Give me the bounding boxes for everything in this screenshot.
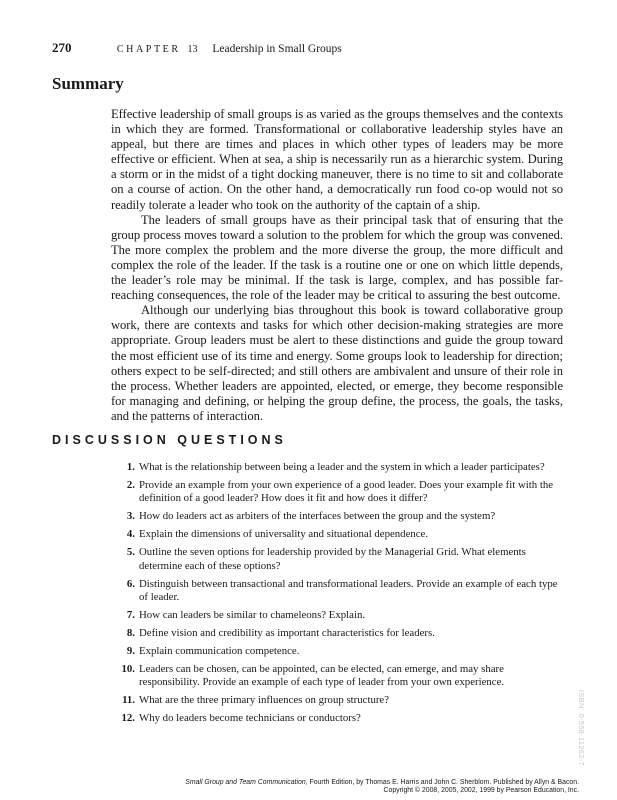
- question-item: [111, 578, 567, 605]
- question-text: Outline the seven options for leadership provided by the Managerial Grid. What elements determine each of these options?: [139, 546, 526, 572]
- footer-citation: , Fourth Edition, by Thomas E. Harris and John C. Sherblom. Published by Allyn & Bacon.: [305, 779, 579, 786]
- question-text: Leaders can be chosen, can be appointed, can be elected, can emerge, and may share responsibility. Provide an example of each type of leader from your own experience.: [139, 662, 505, 689]
- chapter-label: CHAPTER: [116, 44, 181, 55]
- question-number: 6.: [126, 577, 135, 590]
- question-number: 1.: [126, 461, 135, 473]
- running-header: [52, 40, 342, 56]
- question-number: 8.: [126, 627, 135, 640]
- chapter-title: Leadership in Small Groups: [212, 43, 342, 55]
- question-number: 5.: [126, 546, 135, 559]
- question-item: [111, 546, 567, 573]
- footer-book-title: Small Group and Team Communication: [185, 779, 306, 786]
- question-item: [111, 609, 567, 623]
- question-number: 9.: [126, 644, 135, 657]
- footer-copyright: Copyright © 2008, 2005, 2002, 1999 by Pearson Education, Inc.: [383, 787, 579, 795]
- discussion-questions-heading: DISCUSSION QUESTIONS: [52, 433, 287, 447]
- question-item: [111, 663, 567, 690]
- question-item: [111, 510, 567, 524]
- summary-paragraph: Effective leadership of small groups is as varied as the groups themselves and the contexts in which they are formed. Transformational or collaborative leadership styles have an appeal, but there are times and places in which other types of leaders may be more effective or efficient. When at sea, a ship is necessarily run as a hierarchic system. During a storm or in the midst of a tight docking maneuver, there is no time to sit and collaborate on a course of action. On the other hand, a democratically run food co-op would not so readily tolerate a leader who took on the authority of the captain of a ship.: [111, 107, 563, 212]
- question-item: [111, 461, 567, 475]
- question-text: Define vision and credibility as important characteristics for leaders.: [139, 627, 435, 640]
- question-text: What are the three primary influences on group structure?: [139, 694, 390, 707]
- question-text: Explain the dimensions of universality and situational dependence.: [139, 528, 429, 541]
- question-item: [111, 479, 567, 506]
- chapter-number: 13: [187, 44, 198, 55]
- question-text: How do leaders act as arbiters of the interfaces between the group and the system?: [139, 510, 496, 523]
- question-number: 10.: [121, 662, 135, 675]
- question-item: [111, 645, 567, 659]
- copyright-footer: [185, 779, 579, 796]
- question-item: [111, 694, 567, 708]
- question-number: 12.: [121, 712, 135, 725]
- question-number: 7.: [126, 609, 135, 622]
- isbn-watermark: ISBN: 0-558-11262-7: [577, 690, 586, 767]
- summary-paragraph: Although our underlying bias throughout this book is toward collaborative group work, there are contexts and tasks for which other decision-making strategies are more appropriate. Group leaders must be alert to these distinctions and guide the group toward the most efficient use of its time and energy. Some groups look to leadership for direction; others expect to be self-directed; and still others are ambivalent and unsure of their role in the process. Whether leaders are appointed, elected, or emerge, they become responsible for managing and defining, or helping the group define, the process, the goals, the tasks, and the patterns of interaction.: [111, 303, 563, 423]
- summary-paragraph: The leaders of small groups have as their principal task that of ensuring that the group process moves toward a solution to the problem for which the group was convened. The more complex the problem and the more diverse the group, the more difficult and complex the role of the leader. If the task is a routine one or one on which little depends, the leader’s role may be minimal. If the task is large, complex, and has possible far-reaching consequences, the role of the leader may be critical to assuring the best outcome.: [111, 212, 563, 303]
- question-number: 11.: [122, 694, 135, 707]
- question-item: [111, 528, 567, 542]
- question-text: Distinguish between transactional and transformational leaders. Provide an example of each type of leader.: [139, 577, 558, 604]
- question-text: Why do leaders become technicians or conductors?: [139, 712, 361, 725]
- question-text: What is the relationship between being a leader and the system in which a leader participates?: [139, 461, 545, 473]
- question-number: 2.: [126, 478, 135, 491]
- summary-heading: Summary: [52, 74, 124, 93]
- question-number: 4.: [126, 528, 135, 541]
- question-text: Explain communication competence.: [139, 644, 300, 657]
- page-number: 270: [52, 40, 72, 55]
- question-item: [111, 712, 567, 726]
- summary-body: [111, 107, 563, 424]
- question-item: [111, 627, 567, 641]
- question-text: How can leaders be similar to chameleons? Explain.: [139, 609, 366, 622]
- question-number: 3.: [126, 510, 135, 523]
- discussion-questions-list: [111, 461, 567, 730]
- question-text: Provide an example from your own experience of a good leader. Does your example fit with the definition of a good leader? How does it fit and how does it differ?: [139, 478, 554, 505]
